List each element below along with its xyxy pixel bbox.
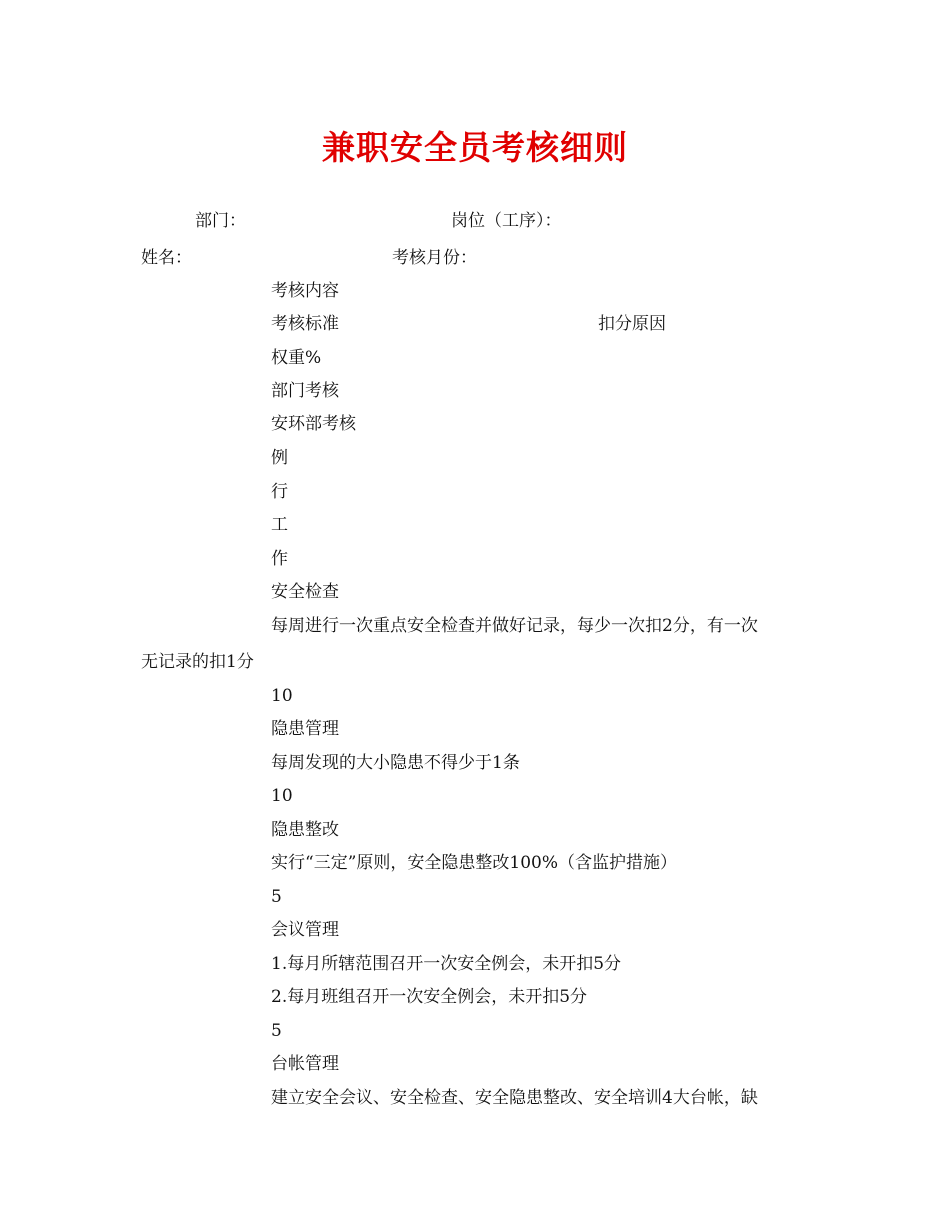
category-char: 作 [271,549,288,569]
item-standard-safety-check-cont: 无记录的扣1分 [141,652,254,672]
category-char: 例 [271,448,288,468]
item-standard-hazard-management: 每周发现的大小隐患不得少于1条 [271,753,520,773]
header-content: 考核内容 [271,281,339,301]
department-label: 部门： [195,211,246,231]
item-weight-hazard-management: 10 [271,786,293,806]
item-name-ledger-management: 台帐管理 [271,1054,339,1074]
item-weight-meeting-management: 5 [271,1021,282,1041]
item-weight-safety-check: 10 [271,686,293,706]
header-env-dept-assessment: 安环部考核 [271,414,356,434]
header-dept-assessment: 部门考核 [271,381,339,401]
item-name-hazard-rectification: 隐患整改 [271,820,339,840]
category-char: 行 [271,482,288,502]
item-standard-safety-check: 每周进行一次重点安全检查并做好记录，每少一次扣2分，有一次 [271,616,758,636]
item-name-meeting-management: 会议管理 [271,920,339,940]
name-label: 姓名： [141,248,192,268]
item-standard-meeting-1: 1.每月所辖范围召开一次安全例会，未开扣5分 [271,954,622,974]
position-label: 岗位（工序）： [451,211,562,231]
item-standard-ledger-management: 建立安全会议、安全检查、安全隐患整改、安全培训4大台帐，缺 [271,1088,758,1108]
item-standard-meeting-2: 2.每月班组召开一次安全例会，未开扣5分 [271,987,588,1007]
item-standard-hazard-rectification: 实行“三定”原则，安全隐患整改100%（含监护措施） [271,853,677,873]
document-title: 兼职安全员考核细则 [322,128,628,167]
category-char: 工 [271,515,288,535]
header-standard: 考核标准 [271,314,339,334]
month-label: 考核月份： [392,248,477,268]
header-weight: 权重% [271,348,322,368]
header-deduction-reason: 扣分原因 [598,314,666,334]
item-weight-hazard-rectification: 5 [271,887,282,907]
item-name-safety-check: 安全检查 [271,582,339,602]
item-name-hazard-management: 隐患管理 [271,719,339,739]
